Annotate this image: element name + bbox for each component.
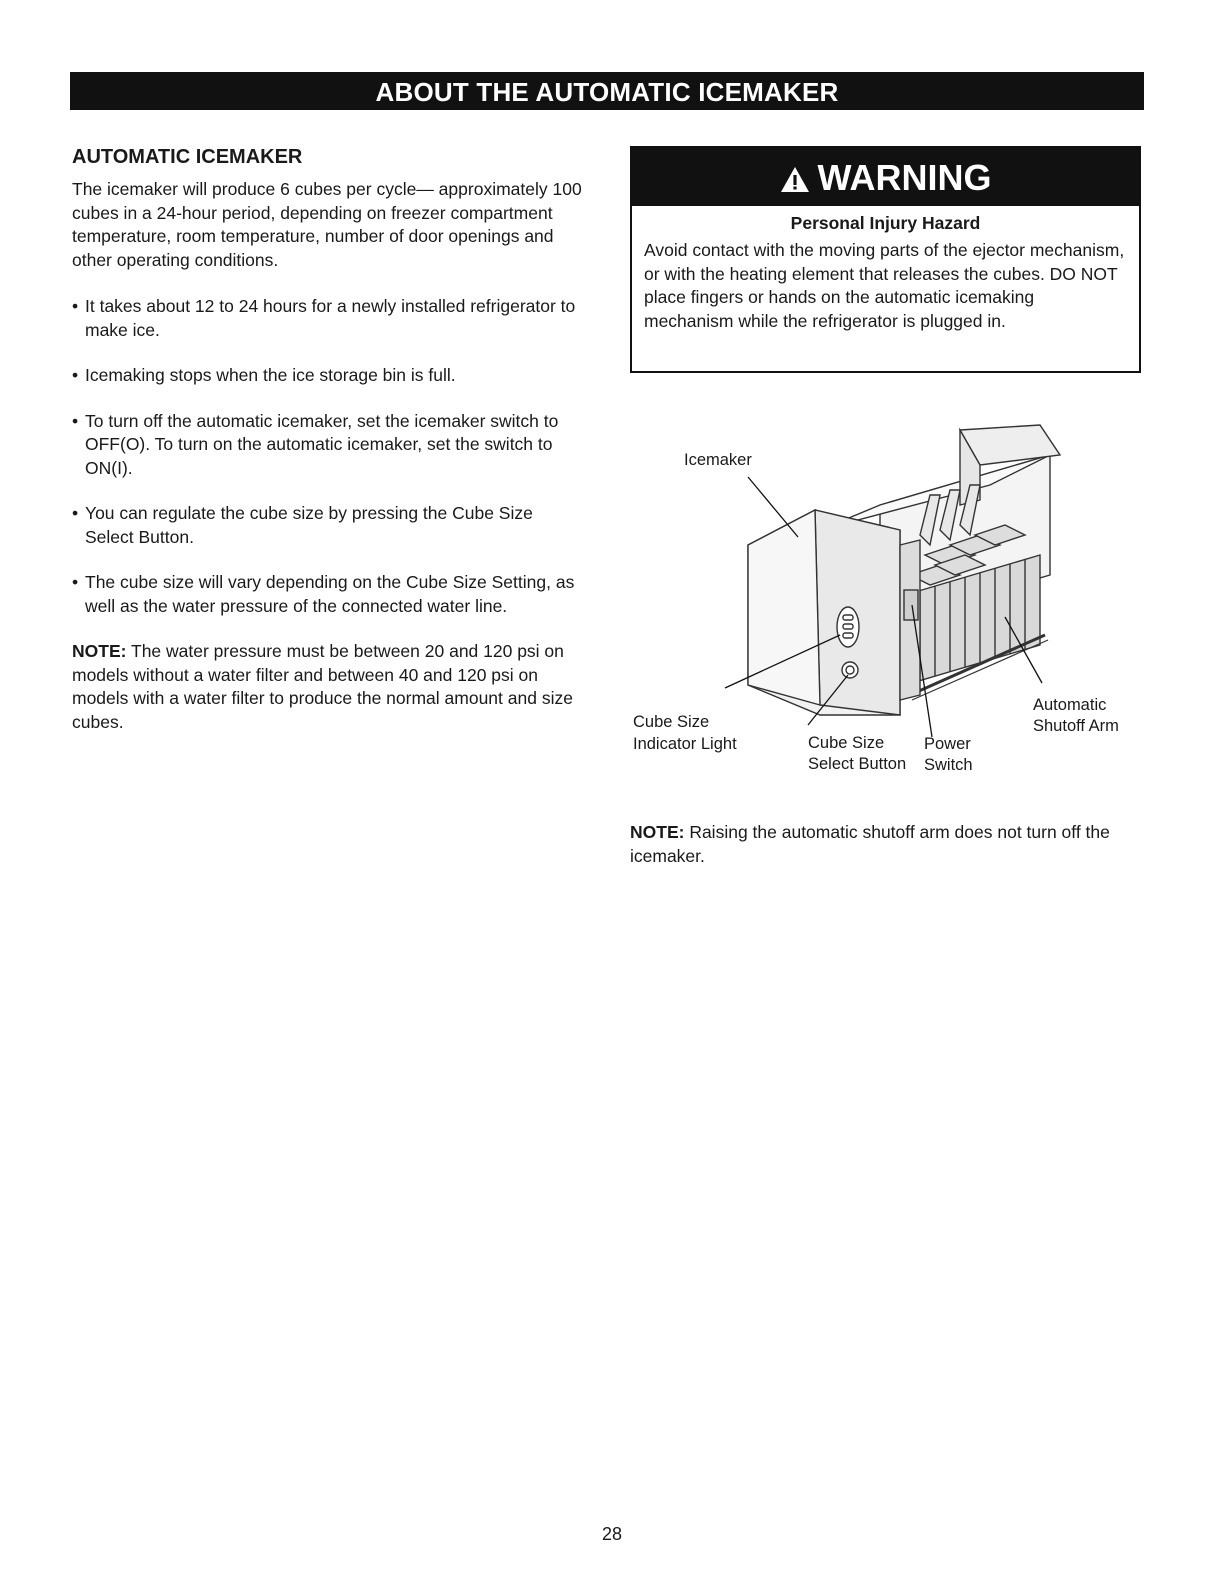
label-power-line1: Power [924,735,971,753]
bullet-dot: • [72,572,79,592]
icemaker-diagram [630,395,1144,795]
warning-header [632,148,1139,206]
page-number: 28 [601,1524,623,1544]
warning-subtitle: Personal Injury Hazard [790,213,981,233]
label-indicator-line2: Indicator Light [633,735,737,753]
page-header-banner: ABOUT THE AUTOMATIC ICEMAKER [70,72,1144,110]
bullet-item: • To turn off the automatic icemaker, set the icemaker switch to OFF(O). To turn on the automatic icemaker, set the switch to ON(I). [72,410,559,478]
bullet-dot: • [72,503,79,523]
bullet-item: • The cube size will vary depending on the Cube Size Setting, as well as the water pressure of the connected water line. [72,572,575,616]
warning-text: Avoid contact with the moving parts of the ejector mechanism, or with the heating element that releases the cubes. DO NOT place fingers or hands on the automatic icemaking mechanism while the refrigerator is plugged in. [644,240,1125,331]
warning-triangle-icon [780,166,810,193]
bullet-dot: • [72,365,79,385]
label-select-line1: Cube Size [808,734,885,752]
warning-box [630,146,1141,373]
left-column [72,144,582,757]
shutoff-arm-note: NOTE: Raising the automatic shutoff arm does not turn off the icemaker. [630,822,1110,866]
section-title: AUTOMATIC ICEMAKER [72,146,303,168]
warning-title: WARNING [817,157,992,198]
bullet-dot: • [72,296,79,316]
label-icemaker: Icemaker [684,451,752,469]
label-select-line2: Select Button [808,755,907,773]
water-pressure-note: NOTE: The water pressure must be between 20 and 120 psi on models without a water filter and between 40 and 120 psi on models with a water filter to produce the normal amount and size cubes. [72,641,573,732]
label-power-line2: Switch [924,756,973,774]
label-arm-line2: Shutoff Arm [1033,717,1119,735]
bullet-dot: • [72,410,79,431]
intro-paragraph: The icemaker will produce 6 cubes per cycle— approximately 100 cubes in a 24-hour period, depending on freezer compartment temperature, room temperature, number of door openings and other operating conditions. [72,179,582,270]
label-indicator-line1: Cube Size [633,713,710,731]
bullet-item: • It takes about 12 to 24 hours for a newly installed refrigerator to make ice. [72,296,576,340]
bullet-item: • Icemaking stops when the ice storage bin is full. [72,364,582,388]
bullet-item: • You can regulate the cube size by pressing the Cube Size Select Button. [72,503,533,547]
label-arm-line1: Automatic [1033,696,1107,714]
